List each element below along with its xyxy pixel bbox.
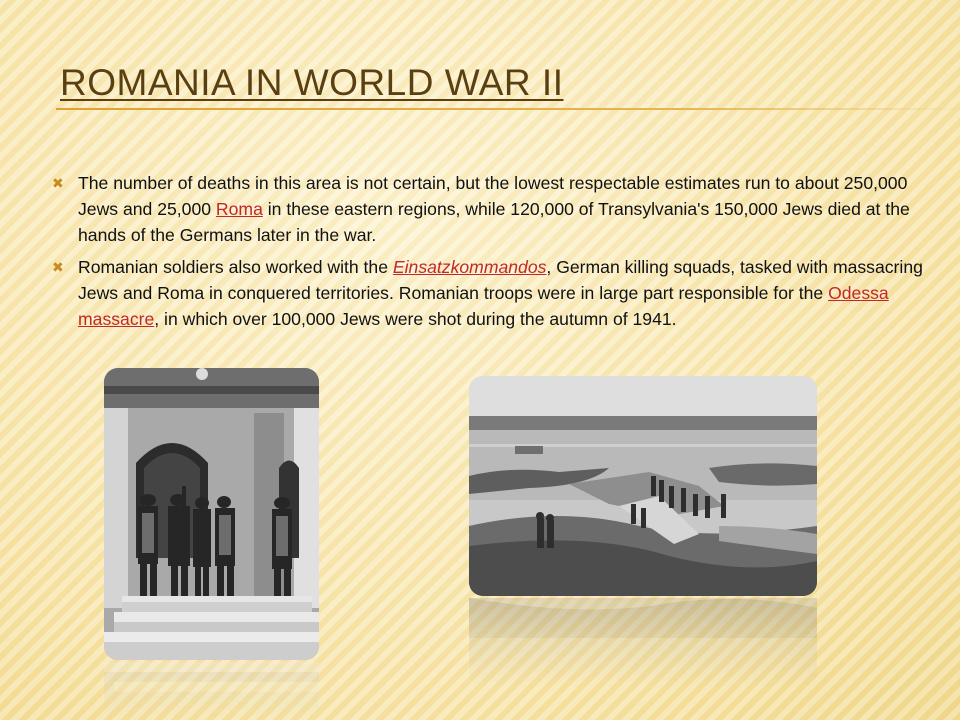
title-divider [56, 108, 960, 110]
bullet-item [50, 170, 940, 248]
bullet-x-icon: ✖ [52, 175, 64, 191]
bullet-text: Romanian soldiers also worked with the Einsatzkommandos, German killing squads, tasked with massacring Jews and Roma in conquered territories. Romanian troops were in large part responsible for the Odessa massacre, in which over 100,000 Jews were shot during the autumn of 1941. [78, 257, 923, 329]
link-einsatzkommandos[interactable]: Einsatzkommandos [392, 257, 547, 277]
bullet-list [50, 170, 940, 338]
bullet-x-icon: ✖ [52, 259, 64, 275]
slide-title: ROMANIA IN WORLD WAR II [60, 62, 564, 103]
bullet-text: The number of deaths in this area is not certain, but the lowest respectable estimates run to about 250,000 Jews and 25,000 Roma in these eastern regions, while 120,000 of Transylvania's 150,000 Jews died at the hands of the Germans later in the war. [78, 173, 910, 245]
photo-officers-drawing [104, 368, 319, 660]
photo-officers-reflection [104, 662, 319, 720]
photo-officers-at-building-entrance [104, 368, 319, 660]
link-roma[interactable]: Roma [215, 199, 263, 219]
bullet-item [50, 254, 940, 332]
photo-river-crossing [469, 376, 817, 596]
photo-river-drawing [469, 376, 817, 596]
photo-river-reflection [469, 598, 817, 688]
link-odessa-massacre[interactable]: Odessa massacre [78, 283, 889, 329]
